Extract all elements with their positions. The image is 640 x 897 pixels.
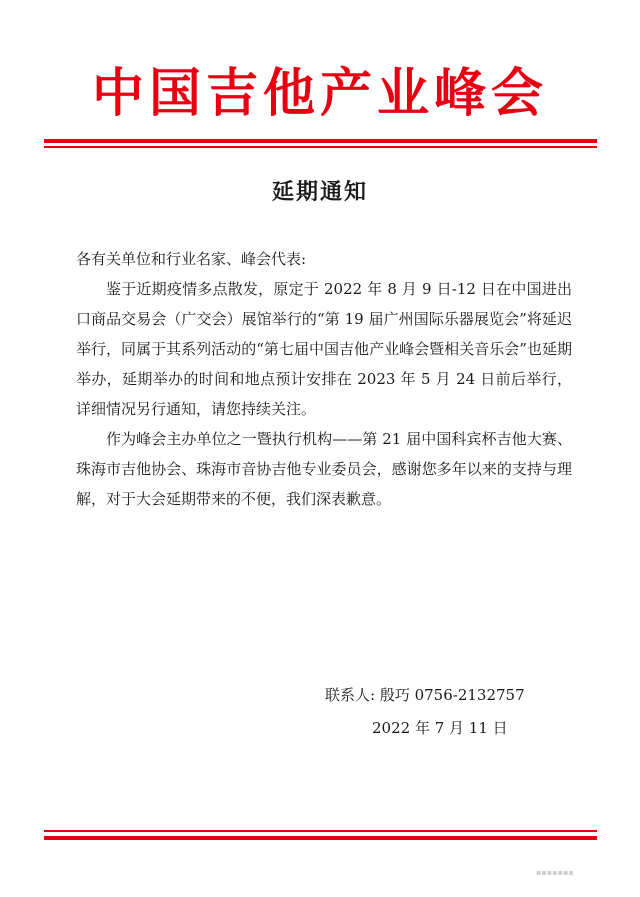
paragraph-postponement: 鉴于近期疫情多点散发，原定于 2022 年 8 月 9 日-12 日在中国进出口商品交易会（广交会）展馆举行的“第 19 届广州国际乐器展览会”将延迟举行，同属于其系列活动的“第七届中国吉他产业峰会暨相关音乐会”也延期举办，延期举办的时间和地点预计安排在 2023 年 5 月 24 日前后举行，详细情况另行通知，请您持续关注。 [76, 280, 572, 418]
header-rule-thin [44, 146, 597, 148]
footer-rule-thin [44, 830, 597, 832]
notice-body [76, 244, 572, 514]
header-title: 中国吉他产业峰会 [91, 64, 548, 124]
issue-date: 2022 年 7 月 11 日 [372, 719, 508, 737]
watermark: ▪▪▪▪▪▪▪ [536, 868, 574, 877]
salutation: 各有关单位和行业名家、峰会代表: [76, 250, 307, 268]
paragraph-apology: 作为峰会主办单位之一暨执行机构——第 21 届中国科宾杯吉他大赛、珠海市吉他协会、珠海市音协吉他专业委员会，感谢您多年以来的支持与理解，对于大会延期带来的不便，我们深表歉意。 [76, 430, 572, 508]
header-rule-thick [44, 139, 597, 143]
notice-title: 延期通知 [271, 180, 368, 205]
contact-line: 联系人: 殷巧 0756-2132757 [325, 686, 525, 704]
footer-rule-thick [44, 836, 597, 840]
